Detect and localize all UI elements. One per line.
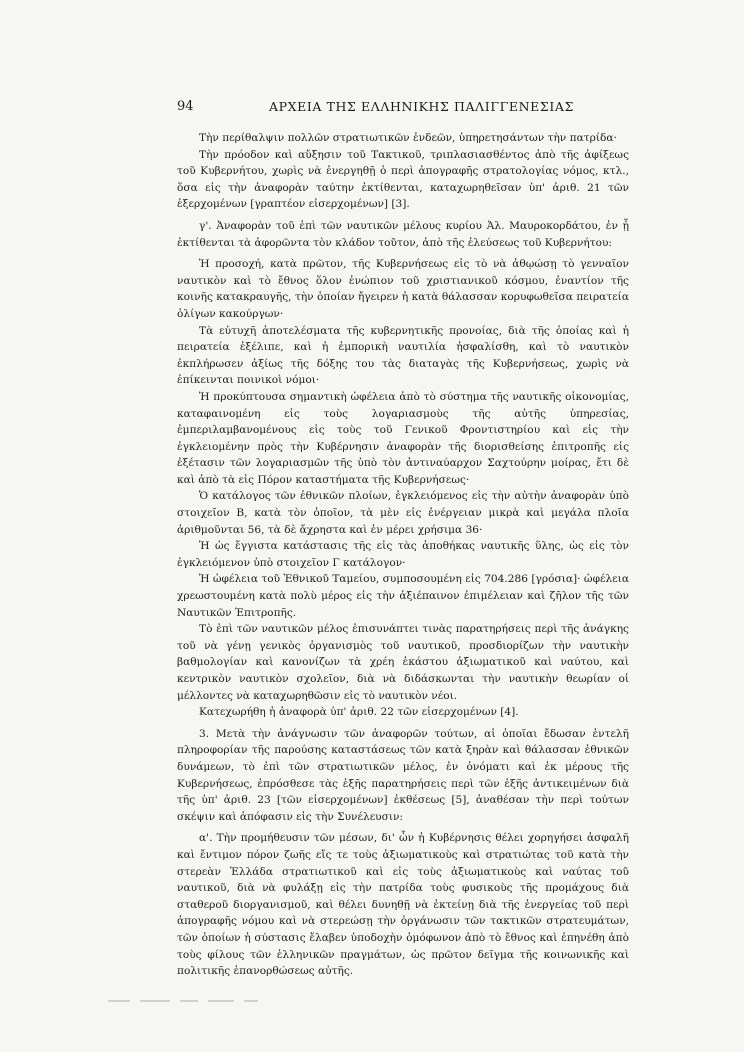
paragraph-results: Τὰ εὐτυχῆ ἀποτελέσματα τῆς κυβερνητικῆς προνοίας, διὰ τῆς ὁποίας καὶ ἡ πειρατεία ἐξέλιπε, καὶ ἡ ἐμπορικὴ ναυτιλία ἠσφαλίσθη, καὶ τὸ ναυτικὸν ἐκπλήρωσεν ἀξίως τῆς δόξης του τὰς διαταγὰς τῆς Κυβερνήσεως, χωρὶς νὰ ἐπίκεινται ποινικοὶ νόμοι· [177,324,629,387]
scan-artifact [108,1000,408,1006]
paragraph-registered-22: Κατεχωρήθη ἡ ἀναφορὰ ὑπ' ἀριθ. 22 τῶν εἰσερχομένων [4]. [199,706,519,719]
paragraph-ship-list: Ὁ κατάλογος τῶν ἐθνικῶν πλοίων, ἐγκλειόμενος εἰς τὴν αὐτὴν ἀναφορὰν ὑπὸ στοιχεῖον Β, κατὰ τὸν ὁποῖον, τὰ μὲν εἰς ἐνέργειαν μικρὰ καὶ μεγάλα πλοῖα ἀριθμοῦνται 56, τὰ δὲ ἄχρηστα καὶ ἐν μέρει χρήσιμα 36· [177,490,629,536]
paragraph-tactical-progress: Τὴν πρόοδον καὶ αὔξησιν τοῦ Τακτικοῦ, τριπλασιασθέντος ἀπὸ τῆς ἀφίξεως τοῦ Κυβερνήτου, χωρὶς νὰ ἐνεργηθῇ ὁ περὶ ἀπογραφῆς στρατολογίας νόμος, κτλ., ὅσα εἰς τὴν ἀναφορὰν ταύτην ἐκτίθενται, καταχωρηθεῖσαν ὑπ' ἀριθ. 21 τῶν ἐξερχομένων [γραπτέον εἰσερχομένων] [3]. [177,148,629,211]
paragraph-naval-report: γ'. Ἀναφορὰν τοῦ ἐπὶ τῶν ναυτικῶν μέλους κυρίου Ἀλ. Μαυροκορδάτου, ἐν ᾗ ἐκτίθενται τὰ ἀφορῶντα τὸν κλάδον τοῦτον, ἀπὸ τῆς ἐλεύσεως τοῦ Κυβερνήτου: [177,219,629,249]
paragraph-naval-organization: Τὸ ἐπὶ τῶν ναυτικῶν μέλος ἐπισυνάπτει τινὰς παρατηρήσεις περὶ τῆς ἀνάγκης τοῦ νὰ γένῃ γενικὸς ὀργανισμὸς τοῦ ναυτικοῦ, προσδιορίζων τὴν ναυτικὴν βαθμολογίαν καὶ κανονίζων τὰ χρέη ἑκάστου ἀξιωματικοῦ καὶ ναύτου, καὶ κεντρικὸν ναυτικὸν σχολεῖον, διὰ νὰ διδάσκωνται τὴν ναυτικὴν θεωρίαν οἱ μέλλοντες νὰ καταχωρηθῶσιν εἰς τὸ ναυτικὸν νέοι. [177,623,629,702]
paragraph-item-a: α'. Τὴν προμήθευσιν τῶν μέσων, δι' ὧν ἡ Κυβέρνησις θέλει χορηγήσει ἀσφαλῆ καὶ ἔντιμον πόρον ζωῆς εἴς τε τοὺς ἀξιωματικοὺς καὶ στρατιώτας τοῦ κατὰ τὴν στερεὰν Ἑλλάδα στρατιωτικοῦ καὶ εἰς τοὺς ἀξιωματικοὺς καὶ ναύτας τοῦ ναυτικοῦ, διὰ νὰ φυλάξῃ εἰς τὴν πατρίδα τοὺς φυσικοὺς τῆς προμάχους διὰ σταθεροῦ διοργανισμοῦ, καὶ θέλει δυνηθῇ νὰ ἐκτείνῃ διὰ τῆς ἐνεργείας τοῦ περὶ ἀπογραφῆς νόμου καὶ νὰ στερεώσῃ τὴν ὀργάνωσιν τῶν τακτικῶν στρατευμάτων, τῶν ὁποίων ἡ σύστασις ἔλαβεν ὑποδοχὴν ὁμόφωνον ἀπὸ τὸ ἔθνος καὶ ἐπηνέθη ἀπὸ τοὺς φίλους τῶν ἑλληνικῶν πραγμάτων, ὡς πρῶτον δεῖγμα τῆς κοινωνικῆς καὶ πολιτικῆς ἐπανορθώσεως αὐτῆς. [177,832,629,978]
page-header [177,99,629,119]
paragraph-treasury: Ἡ ὠφέλεια τοῦ Ἐθνικοῦ Ταμείου, συμποσουμένη εἰς 704.286 [γρόσια]· ὠφέλεια χρεωστουμένη κατὰ πολὺ μέρος εἰς τὴν ἀξιέπαινον ἐπιμέλειαν καὶ ζῆλον τῆς τῶν Ναυτικῶν Ἐπιτροπῆς. [177,573,629,619]
paragraph-stores: Ἡ ὡς ἔγγιστα κατάστασις τῆς εἰς τὰς ἀποθήκας ναυτικῆς ὕλης, ὡς εἰς τὸν ἐγκλειόμενον ὑπὸ στοιχεῖον Γ κατάλογον· [177,540,629,569]
page-body [177,130,629,980]
paragraph-economy: Ἡ προκύπτουσα σημαντικὴ ὠφέλεια ἀπὸ τὸ σύστημα τῆς ναυτικῆς οἰκονομίας, καταφαινομένη εἰς τοὺς λογαριασμοὺς τῆς αὐτῆς ὑπηρεσίας, ἐμπεριλαμβανομένους εἰς τοὺς τοῦ Γενικοῦ Φροντιστηρίου καὶ εἰς τὴν ἐγκλειομένην πρὸς τὴν Κυβέρνησιν ἀναφορὰν τῆς διορισθείσης ἐπιτροπῆς εἰς ἐξέτασιν τῶν λογαριασμῶν τῆς ὑπὸ τὸν ἀντιναύαρχον Σαχτούρην μοίρας, ἔτι δὲ καὶ ἀπὸ τὰ εἰς Πόρον καταστήματα τῆς Κυβερνήσεως· [177,390,629,486]
paragraph-section-3: 3. Μετὰ τὴν ἀνάγνωσιν τῶν ἀναφορῶν τούτων, αἱ ὁποῖαι ἔδωσαν ἐντελῆ πληροφορίαν τῆς παρούσης καταστάσεως τῶν κατὰ ξηρὰν καὶ θάλασσαν ἐθνικῶν δυνάμεων, τὸ ἐπὶ τῶν στρατιωτικῶν μέλος, ἐν ὀνόματι καὶ ἐκ μέρους τῆς Κυβερνήσεως, ἐπρόσθεσε τὰς ἑξῆς παρατηρήσεις περὶ τῶν ἑξῆς ἀντικειμένων διὰ τῆς ὑπ' ἀριθ. 23 [τῶν εἰσερχομένων] ἐκθέσεως [5], ἀναθέσαν τὴν περὶ τούτων σκέψιν καὶ ἀπόφασιν εἰς τὴν Συνέλευσιν: [177,727,629,823]
paragraph-piracy: Ἡ προσοχή, κατὰ πρῶτον, τῆς Κυβερνήσεως εἰς τὸ νὰ ἀθῳώσῃ τὸ γενναῖον ναυτικὸν καὶ τὸ ἔθνος ὅλον ἐνώπιον τοῦ χριστιανικοῦ κόσμου, ἐναντίον τῆς κοινῆς κατακραυγῆς, τὴν ὁποίαν ἤγειρεν ἡ κατὰ θάλασσαν κορυφωθεῖσα πειρατεία ὀλίγων κακούργων· [177,258,629,320]
paragraph-care-soldiers: Τὴν περίθαλψιν πολλῶν στρατιωτικῶν ἐνδεῶν, ὑπηρετησάντων τὴν πατρίδα· [199,132,617,144]
running-head: ΑΡΧΕΙΑ ΤΗΣ ΕΛΛΗΝΙΚΗΣ ΠΑΛΙΓΓΕΝΕΣΙΑΣ [269,99,574,114]
page-number: 94 [177,99,194,114]
